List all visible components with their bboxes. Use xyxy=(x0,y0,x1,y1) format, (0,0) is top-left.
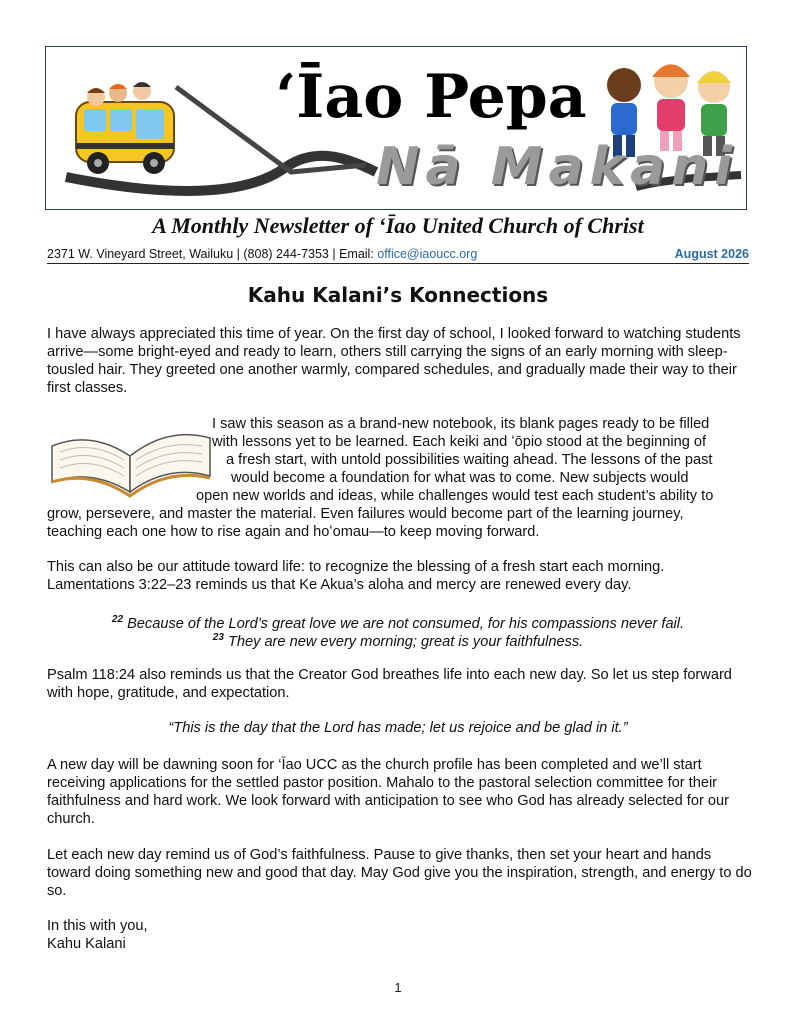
newsletter-subtitle: Nā Makani xyxy=(376,137,739,197)
issue-date: August 2026 xyxy=(674,247,749,261)
paragraph-2-line-7: teaching each one how to rise again and hoʻomau—to keep moving forward. xyxy=(47,524,540,540)
school-bus-icon xyxy=(76,82,174,174)
paragraph-3: This can also be our attitude toward life: to recognize the blessing of a fresh start each morning. Lamentations 3:22–23 reminds us that Ke Akua’s aloha and mercy are renewed every day. xyxy=(47,559,665,593)
paragraph-2-line-1: I saw this season as a brand-new notebook, its blank pages ready to be filled xyxy=(212,416,710,432)
contact-bar xyxy=(47,245,749,264)
closing-line: In this with you, xyxy=(47,918,148,934)
email-link[interactable]: office@iaoucc.org xyxy=(377,247,478,261)
paragraph-2-line-3: a fresh start, with untold possibilities waiting ahead. The lessons of the past xyxy=(226,452,713,468)
contact-info xyxy=(47,245,477,263)
paragraph-2-line-6: grow, persevere, and master the material. Even failures would become part of the learning journey, xyxy=(47,506,684,522)
verse-number-23: 23 xyxy=(212,632,224,643)
paragraph-2-line-2: with lessons yet to be learned. Each keiki and ʻōpio stood at the beginning of xyxy=(212,434,707,450)
signature-name: Kahu Kalani xyxy=(47,936,126,952)
verse-number-22: 22 xyxy=(111,614,124,625)
article-heading: Kahu Kalani’s Konnections xyxy=(247,283,549,307)
paragraph-1: I have always appreciated this time of year. On the first day of school, I looked forward to watching students arrive—some bright-eyed and ready to learn, others still carrying the signs of an early morning with sleep-tousled hair. They greeted one another warmly, compared schedules, and gradually made their way to their first classes. xyxy=(47,326,741,396)
paragraph-4: Psalm 118:24 also reminds us that the Creator God breathes life into each new day. So let us step forward with hope, gratitude, and expectation. xyxy=(47,667,732,701)
paragraph-2-line-5: open new worlds and ideas, while challenges would test each student’s ability to xyxy=(196,488,714,504)
newsletter-title: ‘Īao Pepa xyxy=(275,62,587,132)
open-book-icon xyxy=(46,416,216,498)
tagline: A Monthly Newsletter of ‘Īao United Church of Christ xyxy=(152,213,644,238)
verse-23-text: They are new every morning; great is your faithfulness. xyxy=(223,633,584,650)
verse-23 xyxy=(0,629,796,651)
paragraph-5: A new day will be dawning soon for ‘Īao UCC as the church profile has been completed and we’ll start receiving applications for the settled pastor position. Mahalo to the pastoral selection committee for their faithfulness and hard work. We look forward with anticipation to see who God has already selected for our church. xyxy=(47,757,729,827)
paragraph-2-line-4: would become a foundation for what was to come. New subjects would xyxy=(231,470,689,486)
scripture-quote: “This is the day that the Lord has made; let us rejoice and be glad in it.” xyxy=(168,720,628,736)
verse-22-text: Because of the Lord’s great love we are not consumed, for his compassions never fail. xyxy=(123,615,685,632)
address-text: 2371 W. Vineyard Street, Wailuku | (808) 244-7353 | Email: xyxy=(47,247,378,261)
masthead xyxy=(45,46,747,210)
page-number: 1 xyxy=(394,980,402,995)
paragraph-6: Let each new day remind us of God’s faithfulness. Pause to give thanks, then set your heart and hands toward doing something new and good that day. May God give you the inspiration, strength, and energy to do so. xyxy=(47,847,752,899)
